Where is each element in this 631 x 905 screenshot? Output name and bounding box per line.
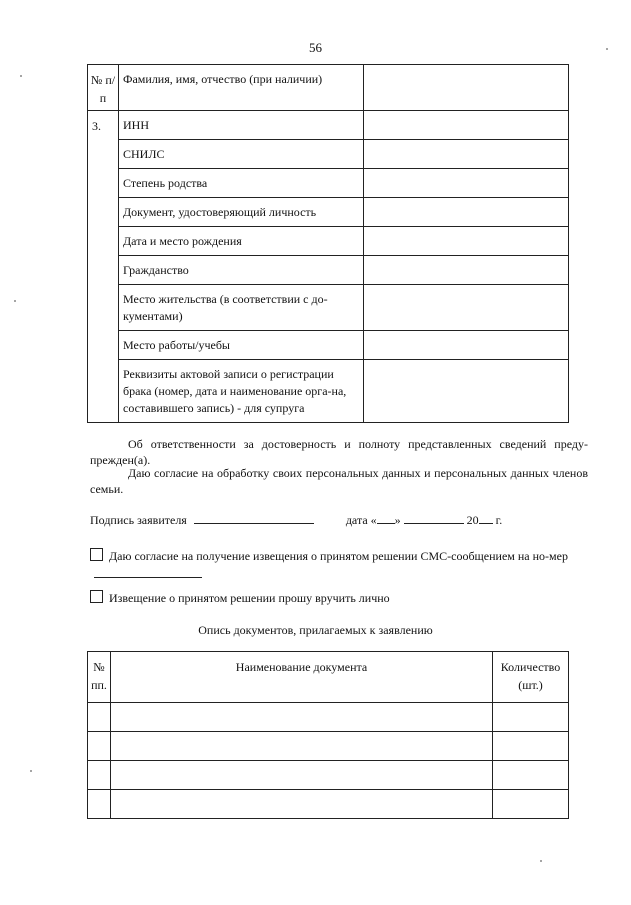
year-suffix: г. [495,513,503,527]
table-row [88,703,569,732]
in-person-checkbox[interactable] [90,590,103,603]
table-row [88,790,569,819]
date-day-field[interactable] [377,511,395,524]
signature-label: Подпись заявителя [90,513,187,527]
inn-value-field[interactable] [364,111,569,140]
signature-field[interactable] [194,511,314,524]
section-number: 3. [88,111,119,423]
in-person-option [90,590,588,606]
doc-number-cell[interactable] [88,703,111,732]
table-row [88,198,569,227]
row-label-relationship: Степень родства [119,169,364,198]
page-number: 56 [309,40,322,55]
citizenship-value-field[interactable] [364,256,569,285]
row-label-marriage-record: Реквизиты актовой записи о регистрации брака (номер, дата и наименование орга-на, составившего запись) - для супруга [119,360,364,423]
table-row [88,761,569,790]
docs-table-title: Опись документов, прилагаемых к заявлению [198,623,433,637]
header-number-cell: № п/п [88,65,119,111]
row-label-citizenship: Гражданство [119,256,364,285]
table-row [88,360,569,423]
row-label-snils: СНИЛС [119,140,364,169]
scan-speck [14,300,16,302]
marriage-record-value-field[interactable] [364,360,569,423]
doc-count-cell[interactable] [493,761,569,790]
table-row [88,140,569,169]
row-label-id-document: Документ, удостоверяющий личность [119,198,364,227]
docs-col-number: № пп. [88,652,111,703]
scan-speck [540,860,542,862]
table-row [88,285,569,331]
birth-value-field[interactable] [364,227,569,256]
scan-speck [30,770,32,772]
table-header-row [88,65,569,111]
docs-col-name: Наименование документа [111,652,493,703]
documents-table [87,651,569,819]
scan-speck [20,75,22,77]
row-label-inn: ИНН [119,111,364,140]
table-row [88,331,569,360]
date-label: дата « [345,513,377,527]
doc-number-cell[interactable] [88,761,111,790]
date-mid: » [394,513,401,527]
sms-option-label: Даю согласие на получение извещения о принятом решении СМС-сообщением на но-мер [109,549,568,563]
table-row [88,169,569,198]
snils-value-field[interactable] [364,140,569,169]
docs-col-count: Количество (шт.) [493,652,569,703]
person-info-table [87,64,569,423]
signature-line [90,511,590,528]
doc-number-cell[interactable] [88,790,111,819]
fio-value-field[interactable] [364,65,569,111]
id-document-value-field[interactable] [364,198,569,227]
year-field[interactable] [479,511,493,524]
doc-name-cell[interactable] [111,790,493,819]
residence-value-field[interactable] [364,285,569,331]
sms-option [90,547,588,583]
header-fio-label: Фамилия, имя, отчество (при наличии) [119,65,364,111]
date-month-field[interactable] [404,511,464,524]
sms-checkbox[interactable] [90,548,103,561]
doc-name-cell[interactable] [111,732,493,761]
phone-number-field[interactable] [94,565,202,578]
consent-statement: Даю согласие на обработку своих персональных данных и персональных данных членов семьи. [90,466,588,496]
doc-count-cell[interactable] [493,703,569,732]
table-row [88,111,569,140]
table-row [88,732,569,761]
doc-number-cell[interactable] [88,732,111,761]
relationship-value-field[interactable] [364,169,569,198]
doc-count-cell[interactable] [493,732,569,761]
doc-name-cell[interactable] [111,761,493,790]
row-label-work: Место работы/учебы [119,331,364,360]
row-label-birth: Дата и место рождения [119,227,364,256]
row-label-residence: Место жительства (в соответствии с до-кументами) [119,285,364,331]
in-person-option-label: Извещение о принятом решении прошу вручить лично [109,591,390,605]
year-prefix: 20 [466,513,479,527]
work-value-field[interactable] [364,331,569,360]
doc-count-cell[interactable] [493,790,569,819]
responsibility-statement: Об ответственности за достоверность и полноту представленных сведений преду-прежден(а). [90,437,588,467]
table-row [88,227,569,256]
doc-name-cell[interactable] [111,703,493,732]
docs-table-header-row [88,652,569,703]
table-row [88,256,569,285]
scan-speck [606,48,608,50]
